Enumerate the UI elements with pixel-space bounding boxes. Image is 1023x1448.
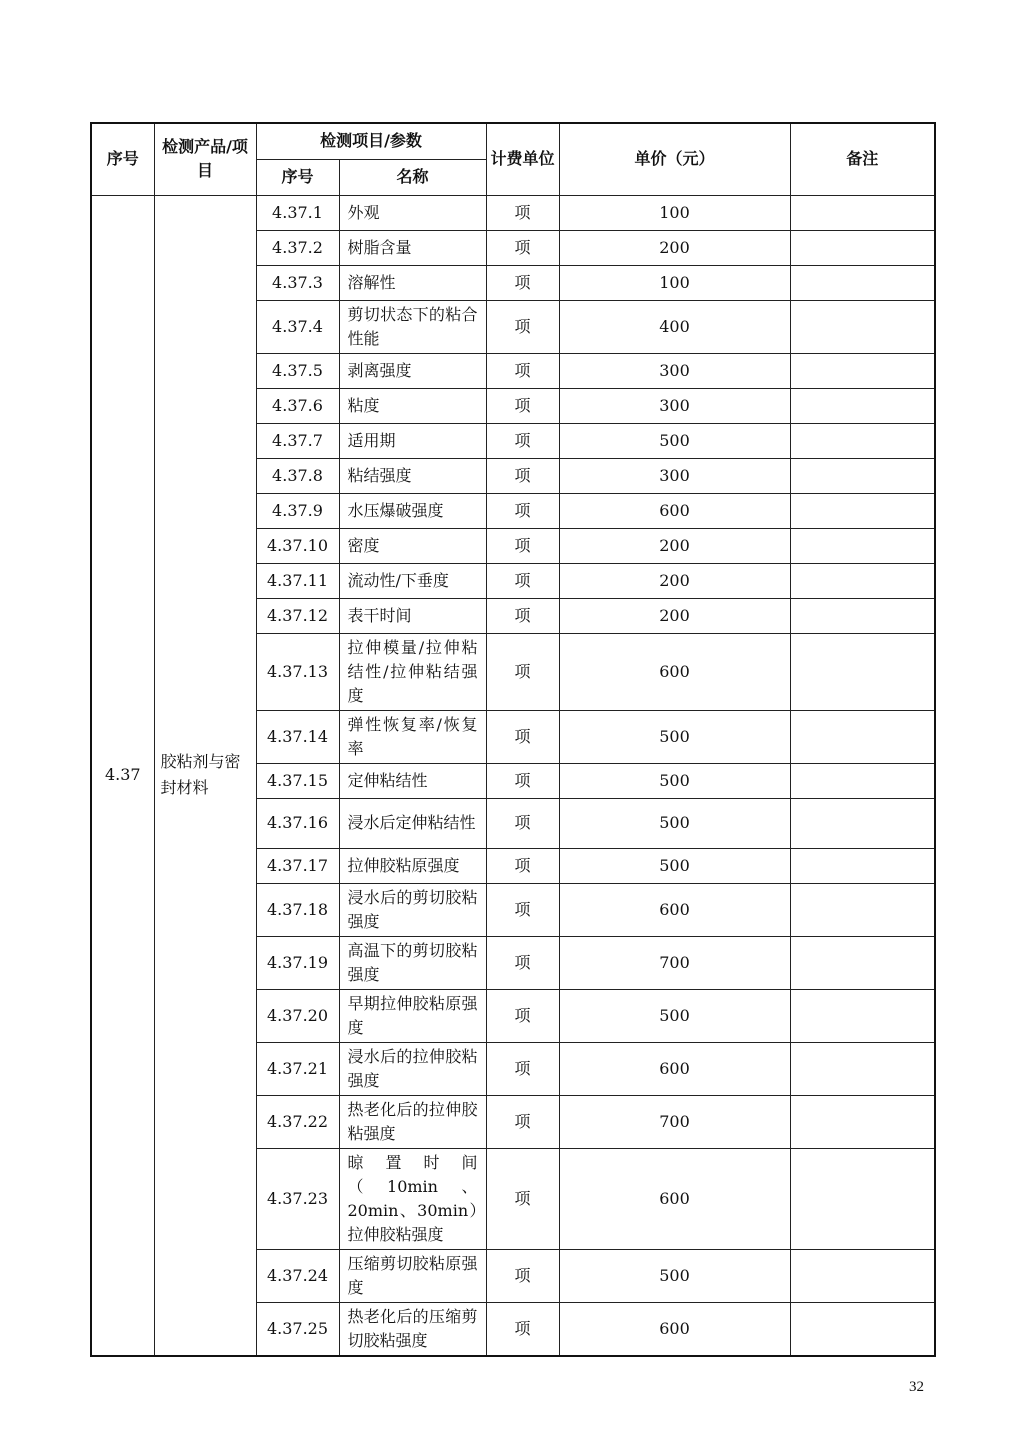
header-item-name: 名称 xyxy=(339,159,486,195)
header-item-group: 检测项目/参数 xyxy=(256,123,486,159)
item-price: 500 xyxy=(559,763,790,798)
header-item-index: 序号 xyxy=(256,159,339,195)
item-note xyxy=(790,989,935,1042)
item-unit: 项 xyxy=(486,353,559,388)
item-price: 500 xyxy=(559,710,790,763)
item-unit: 项 xyxy=(486,423,559,458)
table-row xyxy=(91,195,935,230)
item-price: 300 xyxy=(559,458,790,493)
item-price: 600 xyxy=(559,493,790,528)
item-name: 粘结强度 xyxy=(339,458,486,493)
item-name: 定伸粘结性 xyxy=(339,763,486,798)
item-code: 4.37.20 xyxy=(256,989,339,1042)
item-code: 4.37.3 xyxy=(256,265,339,300)
item-unit: 项 xyxy=(486,798,559,848)
item-unit: 项 xyxy=(486,1249,559,1302)
item-code: 4.37.9 xyxy=(256,493,339,528)
item-name: 剪切状态下的粘合性能 xyxy=(339,300,486,353)
item-unit: 项 xyxy=(486,710,559,763)
item-name: 浸水后的拉伸胶粘强度 xyxy=(339,1042,486,1095)
item-code: 4.37.11 xyxy=(256,563,339,598)
item-code: 4.37.13 xyxy=(256,633,339,710)
header-price: 单价（元） xyxy=(559,123,790,195)
item-name: 浸水后定伸粘结性 xyxy=(339,798,486,848)
item-name: 适用期 xyxy=(339,423,486,458)
item-note xyxy=(790,388,935,423)
item-name: 粘度 xyxy=(339,388,486,423)
item-name: 树脂含量 xyxy=(339,230,486,265)
item-name: 早期拉伸胶粘原强度 xyxy=(339,989,486,1042)
item-name: 晾置时间（10min、20min、30min）拉伸胶粘强度 xyxy=(339,1148,486,1249)
item-unit: 项 xyxy=(486,763,559,798)
item-name: 流动性/下垂度 xyxy=(339,563,486,598)
item-note xyxy=(790,353,935,388)
item-unit: 项 xyxy=(486,563,559,598)
item-code: 4.37.5 xyxy=(256,353,339,388)
item-note xyxy=(790,458,935,493)
item-unit: 项 xyxy=(486,598,559,633)
item-name: 拉伸模量/拉伸粘结性/拉伸粘结强度 xyxy=(339,633,486,710)
item-code: 4.37.18 xyxy=(256,883,339,936)
item-unit: 项 xyxy=(486,300,559,353)
item-price: 600 xyxy=(559,1302,790,1356)
item-code: 4.37.17 xyxy=(256,848,339,883)
item-price: 500 xyxy=(559,1249,790,1302)
item-note xyxy=(790,528,935,563)
item-price: 700 xyxy=(559,1095,790,1148)
item-note xyxy=(790,563,935,598)
item-code: 4.37.2 xyxy=(256,230,339,265)
item-price: 200 xyxy=(559,230,790,265)
item-code: 4.37.6 xyxy=(256,388,339,423)
item-price: 300 xyxy=(559,353,790,388)
header-product: 检测产品/项目 xyxy=(154,123,256,195)
item-code: 4.37.23 xyxy=(256,1148,339,1249)
item-code: 4.37.10 xyxy=(256,528,339,563)
item-price: 600 xyxy=(559,1148,790,1249)
item-name: 剥离强度 xyxy=(339,353,486,388)
item-name: 表干时间 xyxy=(339,598,486,633)
item-price: 200 xyxy=(559,528,790,563)
item-note xyxy=(790,493,935,528)
item-note xyxy=(790,230,935,265)
item-name: 弹性恢复率/恢复率 xyxy=(339,710,486,763)
item-name: 溶解性 xyxy=(339,265,486,300)
item-unit: 项 xyxy=(486,1042,559,1095)
item-price: 700 xyxy=(559,936,790,989)
item-price: 500 xyxy=(559,848,790,883)
item-price: 600 xyxy=(559,883,790,936)
item-note xyxy=(790,1042,935,1095)
item-unit: 项 xyxy=(486,1148,559,1249)
item-note xyxy=(790,423,935,458)
item-unit: 项 xyxy=(486,883,559,936)
item-unit: 项 xyxy=(486,195,559,230)
item-name: 密度 xyxy=(339,528,486,563)
item-unit: 项 xyxy=(486,936,559,989)
item-code: 4.37.4 xyxy=(256,300,339,353)
table-body xyxy=(91,195,935,1356)
item-note xyxy=(790,633,935,710)
item-code: 4.37.12 xyxy=(256,598,339,633)
item-code: 4.37.16 xyxy=(256,798,339,848)
item-note xyxy=(790,763,935,798)
item-code: 4.37.21 xyxy=(256,1042,339,1095)
item-name: 拉伸胶粘原强度 xyxy=(339,848,486,883)
item-note xyxy=(790,710,935,763)
table-header xyxy=(91,123,935,195)
item-unit: 项 xyxy=(486,493,559,528)
item-name: 外观 xyxy=(339,195,486,230)
page-number: 32 xyxy=(909,1379,924,1395)
item-unit: 项 xyxy=(486,458,559,493)
item-code: 4.37.8 xyxy=(256,458,339,493)
item-name: 水压爆破强度 xyxy=(339,493,486,528)
item-price: 500 xyxy=(559,423,790,458)
item-note xyxy=(790,798,935,848)
header-unit: 计费单位 xyxy=(486,123,559,195)
item-price: 500 xyxy=(559,989,790,1042)
item-note xyxy=(790,1148,935,1249)
item-price: 500 xyxy=(559,798,790,848)
item-note xyxy=(790,1095,935,1148)
item-name: 压缩剪切胶粘原强度 xyxy=(339,1249,486,1302)
item-code: 4.37.24 xyxy=(256,1249,339,1302)
item-unit: 项 xyxy=(486,633,559,710)
item-note xyxy=(790,598,935,633)
item-price: 600 xyxy=(559,1042,790,1095)
item-code: 4.37.14 xyxy=(256,710,339,763)
item-price: 300 xyxy=(559,388,790,423)
item-code: 4.37.15 xyxy=(256,763,339,798)
header-index: 序号 xyxy=(91,123,154,195)
group-index: 4.37 xyxy=(91,195,154,1356)
item-note xyxy=(790,848,935,883)
item-unit: 项 xyxy=(486,848,559,883)
header-note: 备注 xyxy=(790,123,935,195)
item-code: 4.37.19 xyxy=(256,936,339,989)
group-product: 胶粘剂与密封材料 xyxy=(154,195,256,1356)
item-name: 浸水后的剪切胶粘强度 xyxy=(339,883,486,936)
item-note xyxy=(790,936,935,989)
item-note xyxy=(790,1249,935,1302)
item-price: 600 xyxy=(559,633,790,710)
item-unit: 项 xyxy=(486,989,559,1042)
item-price: 100 xyxy=(559,265,790,300)
item-price: 400 xyxy=(559,300,790,353)
item-unit: 项 xyxy=(486,1302,559,1356)
item-note xyxy=(790,300,935,353)
item-note xyxy=(790,883,935,936)
item-unit: 项 xyxy=(486,265,559,300)
item-code: 4.37.1 xyxy=(256,195,339,230)
item-price: 200 xyxy=(559,598,790,633)
item-unit: 项 xyxy=(486,230,559,265)
item-note xyxy=(790,195,935,230)
item-note xyxy=(790,265,935,300)
price-table xyxy=(90,122,936,1357)
item-name: 热老化后的压缩剪切胶粘强度 xyxy=(339,1302,486,1356)
item-unit: 项 xyxy=(486,1095,559,1148)
item-note xyxy=(790,1302,935,1356)
item-price: 100 xyxy=(559,195,790,230)
item-name: 热老化后的拉伸胶粘强度 xyxy=(339,1095,486,1148)
item-code: 4.37.22 xyxy=(256,1095,339,1148)
item-unit: 项 xyxy=(486,388,559,423)
item-name: 高温下的剪切胶粘强度 xyxy=(339,936,486,989)
item-unit: 项 xyxy=(486,528,559,563)
item-price: 200 xyxy=(559,563,790,598)
item-code: 4.37.25 xyxy=(256,1302,339,1356)
item-code: 4.37.7 xyxy=(256,423,339,458)
